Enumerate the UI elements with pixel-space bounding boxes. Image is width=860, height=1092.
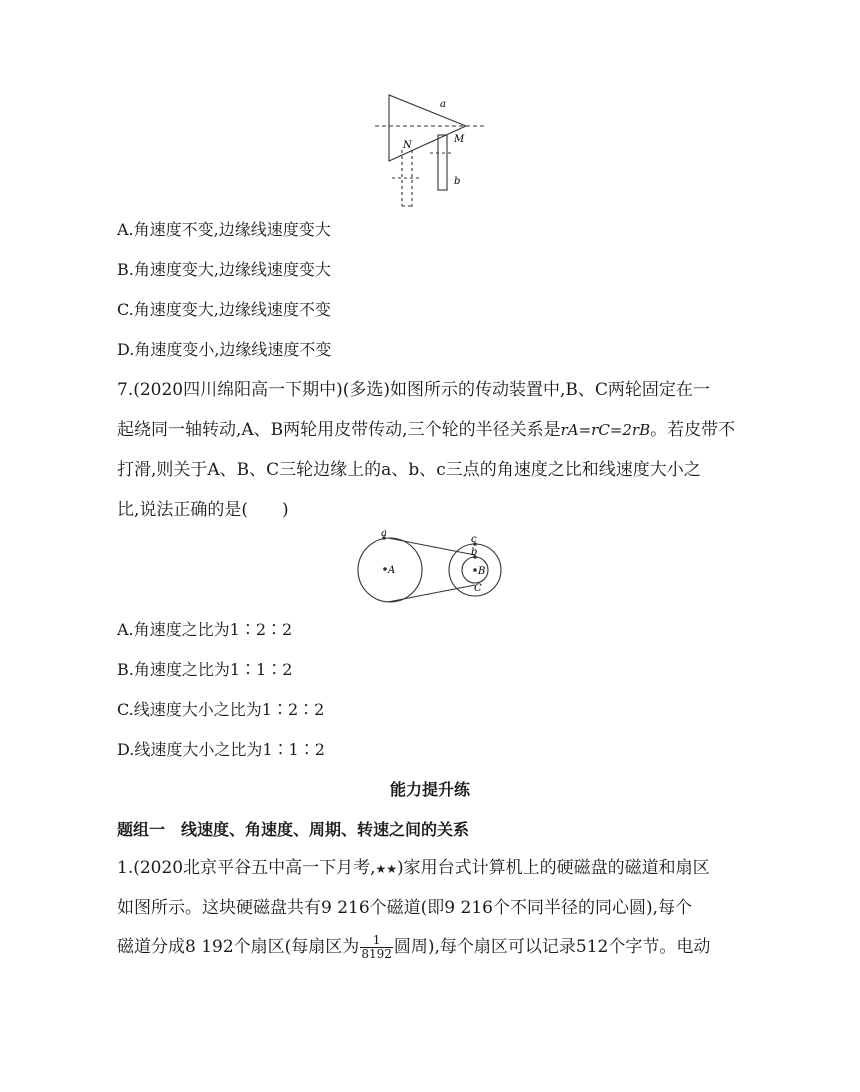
label-B: B <box>478 566 486 577</box>
fraction: $\frac{1}{8192}$ <box>361 933 392 961</box>
belt-top <box>388 538 475 555</box>
label-a: a <box>440 99 446 110</box>
label-a: a <box>381 530 387 539</box>
q7-option-c: C.线速度大小之比为1∶2∶2 <box>117 700 325 719</box>
cone-shape <box>389 95 466 161</box>
rod-b <box>438 135 447 190</box>
q1-line-3: 磁道分成8 192个扇区(每扇区为 $\frac{1}{8192}$ 圆周),每个扇区可以记录512个字节。电动 <box>117 933 711 961</box>
q6-option-b: B.角速度变大,边缘线速度变大 <box>117 260 331 279</box>
q7-option-a: A.角速度之比为1∶2∶2 <box>117 620 293 639</box>
difficulty-stars: ★★ <box>375 862 398 876</box>
label-C: C <box>474 583 482 594</box>
radius-relation: rA=rC=2rB <box>560 421 651 439</box>
q6-option-c: C.角速度变大,边缘线速度不变 <box>117 300 331 319</box>
q7-line-1: 7.(2020四川绵阳高一下期中)(多选)如图所示的传动装置中,B、C两轮固定在一 <box>117 380 710 400</box>
q1-line-2: 如图所示。这块硬磁盘共有9 216个磁道(即9 216个不同半径的同心圆),每个 <box>117 898 693 918</box>
group-title: 题组一 线速度、角速度、周期、转速之间的关系 <box>117 820 470 839</box>
section-title: 能力提升练 <box>389 780 470 799</box>
q7-line-3: 打滑,则关于A、B、C三轮边缘上的a、b、c三点的角速度之比和线速度大小之 <box>117 460 701 480</box>
q6-option-d: D.角速度变小,边缘线速度不变 <box>117 340 332 359</box>
label-N: N <box>403 140 412 151</box>
label-M: M <box>454 134 465 145</box>
q7-line-4: 比,说法正确的是( ) <box>117 500 289 520</box>
label-c: c <box>471 534 477 545</box>
label-b: b <box>471 547 478 558</box>
label-A: A <box>388 565 396 576</box>
figure-belt-drive <box>350 530 510 610</box>
figure-cone-wheel <box>370 88 495 213</box>
q7-option-d: D.线速度大小之比为1∶1∶2 <box>117 740 325 759</box>
belt-bottom <box>388 585 475 602</box>
label-b: b <box>454 176 461 187</box>
q7-line-2: 起绕同一轴转动,A、B两轮用皮带传动,三个轮的半径关系是rA=rC=2rB。若皮带不 <box>117 420 736 440</box>
q7-option-b: B.角速度之比为1∶1∶2 <box>117 660 293 679</box>
q1-line-1: 1.(2020北京平谷五中高一下月考,★★)家用台式计算机上的硬磁盘的磁道和扇区 <box>117 858 710 878</box>
q6-option-a: A.角速度不变,边缘线速度变大 <box>117 220 331 239</box>
